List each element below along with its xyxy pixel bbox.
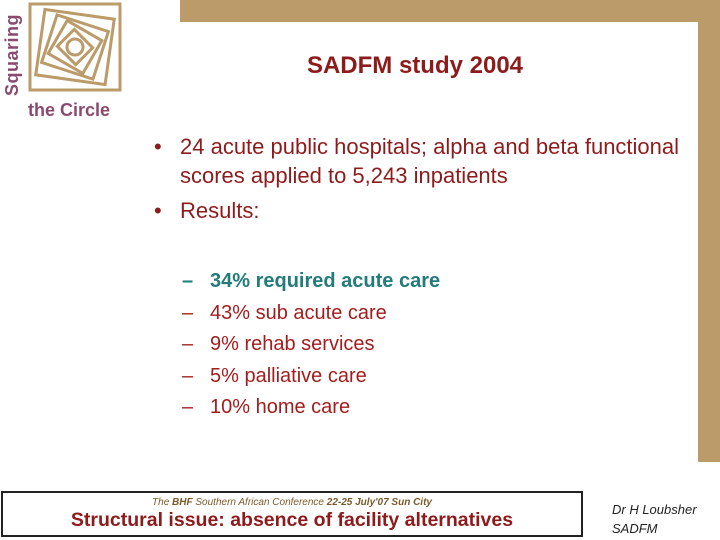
dash-icon: –	[182, 333, 194, 355]
author-block	[612, 500, 712, 538]
author-name: Dr H Loubsher	[612, 502, 697, 517]
dash-icon: –	[182, 396, 194, 418]
dash-icon: –	[182, 301, 194, 324]
conference-dates: 22-25 July'07 Sun City	[326, 497, 432, 508]
result-item	[182, 392, 440, 424]
conference-line	[3, 497, 581, 508]
bullet-dot-icon: •	[154, 198, 162, 223]
logo-mark-icon	[24, 0, 130, 96]
bullet-item	[150, 196, 690, 225]
result-item	[182, 266, 440, 298]
slide-title: SADFM study 2004	[306, 52, 524, 79]
conference-name: Southern African Conference	[192, 497, 327, 508]
conference-prefix: The	[152, 497, 173, 508]
result-text: 34% required acute care	[210, 270, 441, 292]
result-text: 9% rehab services	[210, 333, 375, 355]
right-decorative-band	[698, 22, 720, 462]
conference-brand: BHF	[172, 497, 193, 508]
author-org: SADFM	[612, 521, 658, 536]
result-text: 5% palliative care	[210, 364, 367, 387]
result-item	[182, 329, 440, 361]
squaring-the-circle-logo	[0, 0, 130, 124]
bullet-item	[150, 132, 690, 190]
dash-icon: –	[182, 364, 194, 387]
bullet-list	[150, 132, 690, 231]
results-list	[182, 266, 440, 424]
top-decorative-band	[180, 0, 720, 22]
result-text: 43% sub acute care	[210, 301, 387, 324]
logo-text-the-circle: the Circle	[28, 100, 111, 120]
bullet-text: 24 acute public hospitals; alpha and beta functional scores applied to 5,243 inpatients	[180, 134, 680, 188]
bullet-text: Results:	[180, 198, 260, 223]
result-text: 10% home care	[210, 396, 351, 418]
bullet-dot-icon: •	[154, 134, 162, 159]
logo-text-squaring: Squaring	[2, 14, 22, 97]
result-item	[182, 361, 440, 393]
structural-issue-text: Structural issue: absence of facility alternatives	[70, 509, 514, 531]
footer-box	[1, 491, 583, 537]
dash-icon: –	[182, 270, 194, 292]
result-item	[182, 298, 440, 330]
